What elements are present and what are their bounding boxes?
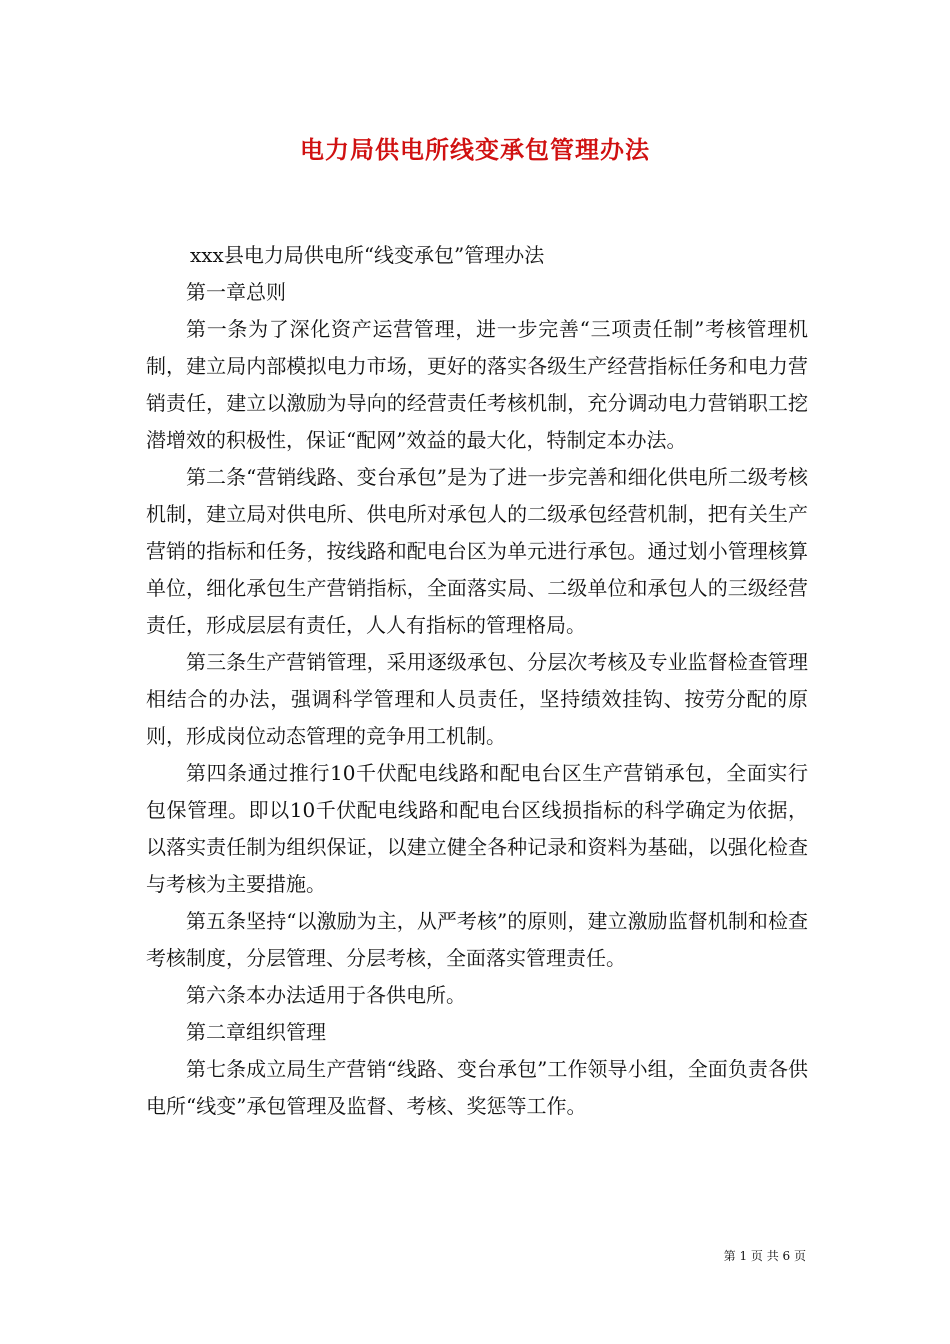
paragraph-chapter-1-heading: 第一章总则 [186, 280, 286, 304]
document-title: 电力局供电所线变承包管理办法 [300, 135, 650, 164]
paragraph-chapter-2-heading: 第二章组织管理 [186, 1020, 326, 1044]
paragraph-article-4: 第四条通过推行10千伏配电线路和配电台区生产营销承包，全面实行包保管理。即以10千伏配电线路和配电台区线损指标的科学确定为依据，以落实责任制为组织保证，以建立健全各种记录和资料为基础，以强化检查与考核为主要措施。 [146, 761, 808, 896]
paragraph-subtitle: xxx县电力局供电所“线变承包”管理办法 [190, 243, 545, 267]
paragraph-article-7: 第七条成立局生产营销“线路、变台承包”工作领导小组，全面负责各供电所“线变”承包管理及监督、考核、奖惩等工作。 [146, 1057, 808, 1118]
paragraph-article-3: 第三条生产营销管理，采用逐级承包、分层次考核及专业监督检查管理相结合的办法，强调科学管理和人员责任，坚持绩效挂钩、按劳分配的原则，形成岗位动态管理的竞争用工机制。 [146, 650, 808, 748]
paragraph-article-5: 第五条坚持“以激励为主，从严考核”的原则，建立激励监督机制和检查考核制度，分层管理、分层考核，全面落实管理责任。 [146, 909, 808, 970]
paragraph-article-6: 第六条本办法适用于各供电所。 [186, 983, 466, 1007]
page-number-footer: 第 1 页 共 6 页 [723, 1249, 806, 1263]
paragraph-article-2: 第二条“营销线路、变台承包”是为了进一步完善和细化供电所二级考核机制，建立局对供电所、供电所对承包人的二级承包经营机制，把有关生产营销的指标和任务，按线路和配电台区为单元进行承包。通过划小管理核算单位，细化承包生产营销指标，全面落实局、二级单位和承包人的三级经营责任，形成层层有责任，人人有指标的管理格局。 [146, 465, 808, 637]
document-body [146, 237, 808, 1125]
paragraph-article-1: 第一条为了深化资产运营管理，进一步完善“三项责任制”考核管理机制，建立局内部模拟电力市场，更好的落实各级生产经营指标任务和电力营销责任，建立以激励为导向的经营责任考核机制，充分调动电力营销职工挖潜增效的积极性，保证“配网”效益的最大化，特制定本办法。 [146, 317, 808, 452]
